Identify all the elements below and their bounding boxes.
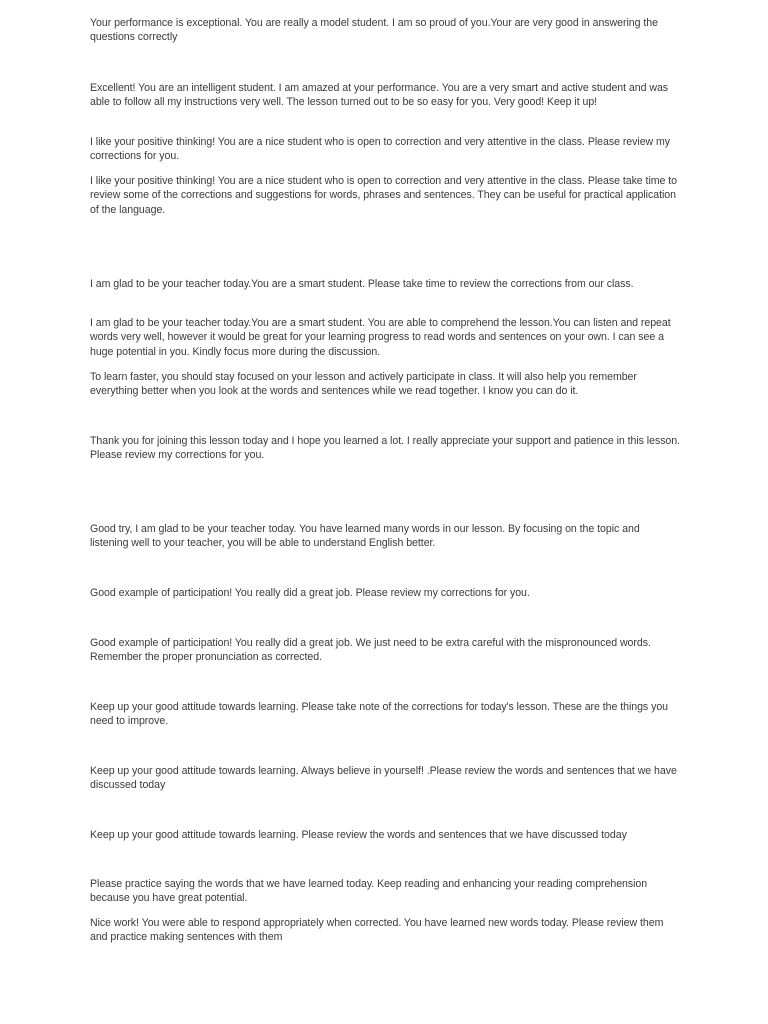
feedback-paragraph: Your performance is exceptional. You are really a model student. I am so proud of you.Your are very good in answering the questions correctly (90, 17, 658, 44)
feedback-paragraph: I am glad to be your teacher today.You are a smart student. Please take time to review the corrections from our class. (90, 278, 634, 290)
feedback-paragraph: Keep up your good attitude towards learning. Please review the words and sentences that we have discussed today (90, 829, 627, 841)
feedback-paragraph: Good example of participation! You really did a great job. Please review my corrections for you. (90, 587, 530, 599)
feedback-paragraph: To learn faster, you should stay focused on your lesson and actively participate in class. It will also help you remember everything better when you look at the words and sentences while we read together. I know you can do it. (90, 371, 637, 398)
feedback-paragraph: Good try, I am glad to be your teacher today. You have learned many words in our lesson. By focusing on the topic and listening well to your teacher, you will be able to understand English better. (90, 523, 640, 550)
feedback-paragraph: Good example of participation! You really did a great job. We just need to be extra careful with the mispronounced words. Remember the proper pronunciation as corrected. (90, 637, 651, 664)
feedback-paragraph: I am glad to be your teacher today.You are a smart student. You are able to comprehend the lesson.You can listen and repeat words very well, however it would be great for your learning progress to read words and sentences on your own. I can see a huge potential in you. Kindly focus more during the discussion. (90, 317, 671, 358)
feedback-paragraph: I like your positive thinking! You are a nice student who is open to correction and very attentive in the class. Please take time to review some of the corrections and suggestions for words, phrases and sentences. They can be useful for practical application of the language. (90, 175, 677, 216)
feedback-paragraph: Thank you for joining this lesson today and I hope you learned a lot. I really appreciate your support and patience in this lesson. Please review my corrections for you. (90, 435, 681, 462)
feedback-paragraph: Excellent! You are an intelligent student. I am amazed at your performance. You are a very smart and active student and was able to follow all my instructions very well. The lesson turned out to be so easy for you. Very good! Keep it up! (90, 82, 669, 109)
feedback-paragraph: Nice work! You were able to respond appropriately when corrected. You have learned new words today. Please review them and practice making sentences with them (90, 917, 664, 944)
feedback-paragraph: Keep up your good attitude towards learning. Please take note of the corrections for today's lesson. These are the things you need to improve. (90, 701, 669, 728)
feedback-paragraph: Please practice saying the words that we have learned today. Keep reading and enhancing your reading comprehension because you have great potential. (90, 878, 648, 905)
feedback-paragraph: I like your positive thinking! You are a nice student who is open to correction and very attentive in the class. Please review my corrections for you. (90, 136, 671, 163)
feedback-paragraph: Keep up your good attitude towards learning. Always believe in yourself! .Please review the words and sentences that we have discussed today (90, 765, 677, 792)
